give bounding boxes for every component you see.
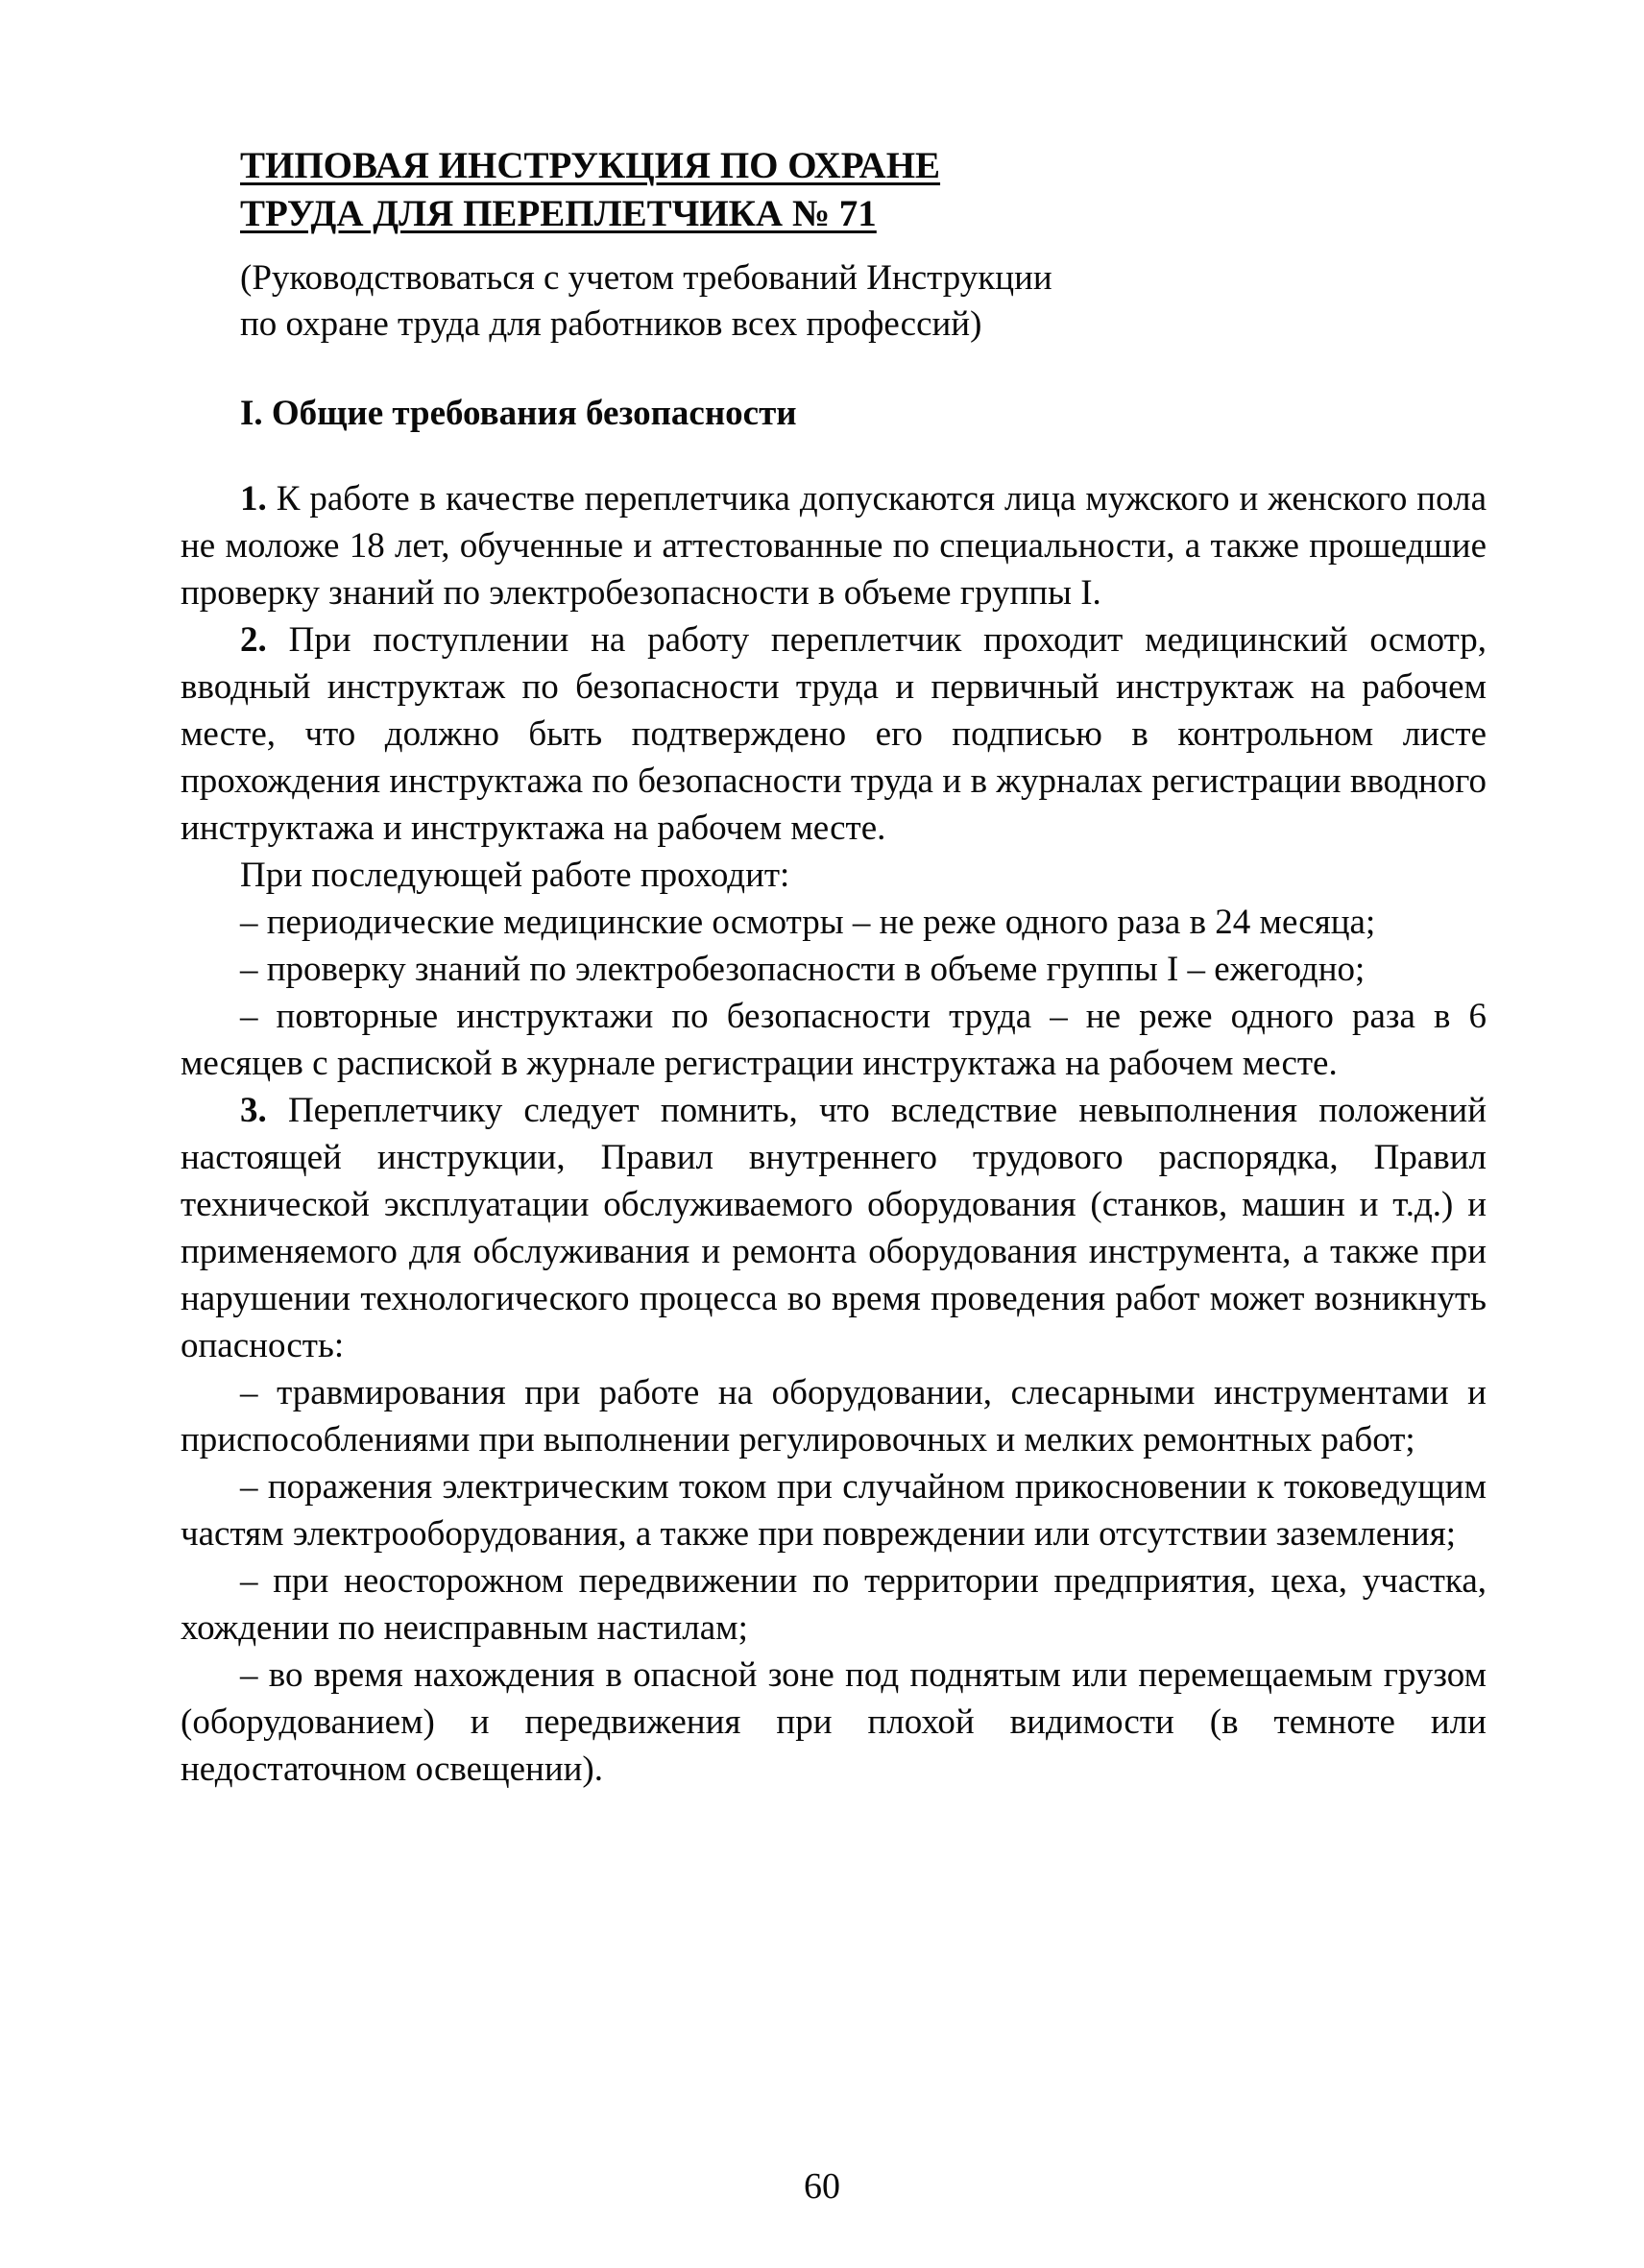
subtitle-line-1: (Руководствоваться с учетом требований Инструкции (240, 258, 1052, 298)
subtitle-line-2: по охране труда для работников всех профессий) (240, 304, 982, 344)
document-body (181, 475, 1487, 1793)
title-line-2: ТРУДА ДЛЯ ПЕРЕПЛЕТЧИКА № 71 (240, 193, 877, 234)
paragraph-periodic-intro (181, 852, 1487, 899)
paragraph-number: 3. (240, 1091, 267, 1130)
list-item (181, 946, 1487, 993)
paragraph-text: – во время нахождения в опасной зоне под поднятым или перемещаемым грузом (оборудованием) и передвижения при плохой видимости (в темноте или недостаточном освещении). (181, 1655, 1487, 1789)
paragraph-text: – поражения электрическим током при случайном прикосновении к токоведущим частям электрооборудования, а также при повреждении или отсутствии заземления; (181, 1467, 1487, 1554)
paragraph-text: – травмирования при работе на оборудовании, слесарными инструментами и приспособлениями при выполнении регулировочных и мелких ремонтных работ; (181, 1373, 1487, 1460)
list-item (181, 1652, 1487, 1793)
paragraph-text: При последующей работе проходит: (240, 856, 790, 895)
list-item (181, 1463, 1487, 1557)
list-item (181, 1557, 1487, 1652)
paragraph-3 (181, 1087, 1487, 1369)
document-subtitle (240, 255, 1487, 348)
title-line-1: ТИПОВАЯ ИНСТРУКЦИЯ ПО ОХРАНЕ (240, 145, 941, 186)
list-item (181, 1369, 1487, 1463)
paragraph-number: 2. (240, 620, 267, 660)
paragraph-text: – периодические медицинские осмотры – не реже одного раза в 24 месяца; (240, 903, 1376, 942)
list-item (181, 899, 1487, 946)
paragraph-text: При поступлении на работу переплетчик проходит медицинский осмотр, вводный инструктаж по безопасности труда и первичный инструктаж на рабочем месте, что должно быть подтверждено его подписью в контрольном листе прохождения инструктажа по безопасности труда и в журналах регистрации вводного инструктажа и инструктажа на рабочем месте. (181, 620, 1487, 848)
paragraph-text: – повторные инструктажи по безопасности труда – не реже одного раза в 6 месяцев с распиской в журнале регистрации инструктажа на рабочем месте. (181, 997, 1487, 1083)
document-page (181, 142, 1487, 1793)
paragraph-text: К работе в качестве переплетчика допускаются лица мужского и женского пола не моложе 18 лет, обученные и аттестованные по специальности, а также прошедшие проверку знаний по электробезопасности в объеме группы I. (181, 479, 1487, 613)
section-heading: I. Общие требования безопасности (240, 394, 797, 433)
list-item (181, 993, 1487, 1087)
paragraph-1 (181, 475, 1487, 616)
paragraph-text: Переплетчику следует помнить, что вследствие невыполнения положений настоящей инструкции, Правил внутреннего трудового распорядка, Правил технической эксплуатации обслуживаемого оборудования (станков, машин и т.д.) и применяемого для обслуживания и ремонта оборудования инструмента, а также при нарушении технологического процесса во время проведения работ может возникнуть опасность: (181, 1091, 1487, 1365)
paragraph-number: 1. (240, 479, 267, 519)
document-title (240, 142, 1487, 238)
paragraph-text: – при неосторожном передвижении по территории предприятия, цеха, участка, хождении по неисправным настилам; (181, 1561, 1487, 1648)
paragraph-2 (181, 616, 1487, 852)
paragraph-text: – проверку знаний по электробезопасности в объеме группы I – ежегодно; (240, 950, 1366, 989)
page-number: 60 (804, 2166, 840, 2207)
